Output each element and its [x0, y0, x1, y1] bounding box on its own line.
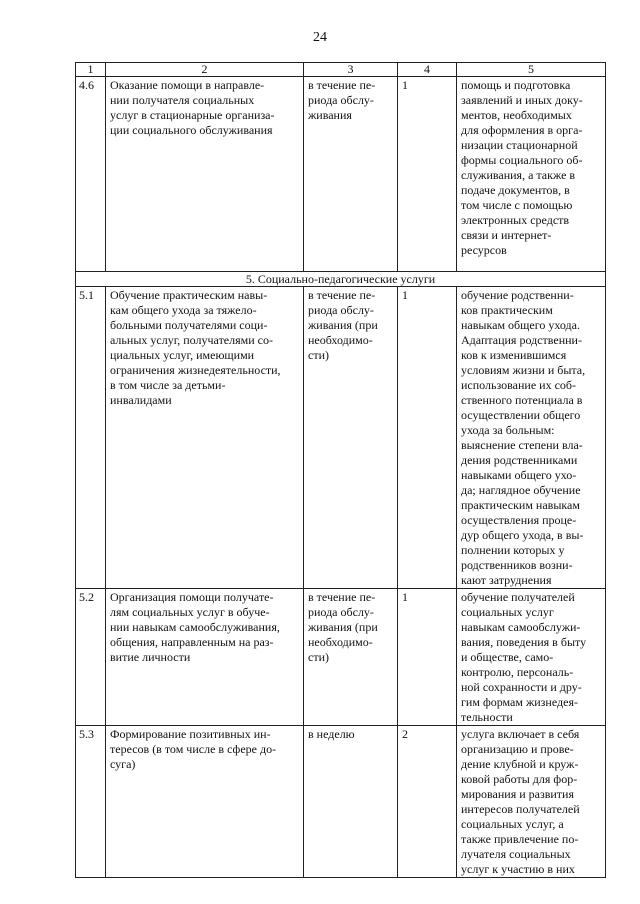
table-row [76, 589, 606, 726]
row-number: 5.2 [76, 589, 106, 726]
service-description: обучение получателей социальных услуг навыкам самообслужи- вания, поведения в быту и обществе, само- контролю, персональ- ной сохранности и дру- гим формам жизнедея- тельности [457, 589, 606, 726]
service-count: 2 [398, 726, 457, 878]
table-row [76, 77, 606, 272]
service-description: обучение родственни- ков практическим навыкам общего ухода. Адаптация родственни- ков к изменившимся условиям жизни и быта, использование их соб- ственного потенциала в осуществлении общего ухода за больным: выяснение степени вла- дения родственниками навыками общего ухо- да; наглядное обучение практическим навыкам осуществления проце- дур общего ухода, в вы- полнении которых у родственников возни- кают затруднения [457, 287, 606, 589]
service-count: 1 [398, 77, 457, 272]
column-number-5: 5 [457, 63, 606, 77]
service-period: в течение пе- риода обслу- живания [304, 77, 398, 272]
service-count: 1 [398, 287, 457, 589]
table-row [76, 726, 606, 878]
service-description: услуга включает в себя организацию и прове- дение клубной и круж- ковой работы для фор- мирования и развития интересов получателей социальных услуг, а также привлечение по- лучателя социальных услуг к участию в них [457, 726, 606, 878]
column-number-3: 3 [304, 63, 398, 77]
column-number-4: 4 [398, 63, 457, 77]
table-row [76, 287, 606, 589]
service-period: в течение пе- риода обслу- живания (при необходимо- сти) [304, 287, 398, 589]
service-period: в неделю [304, 726, 398, 878]
column-number-2: 2 [106, 63, 304, 77]
row-number: 4.6 [76, 77, 106, 272]
service-count: 1 [398, 589, 457, 726]
service-name: Формирование позитивных ин- тересов (в том числе в сфере до- суга) [106, 726, 304, 878]
row-number: 5.1 [76, 287, 106, 589]
column-number-1: 1 [76, 63, 106, 77]
column-number-row [76, 63, 606, 77]
service-description: помощь и подготовка заявлений и иных доку- ментов, необходимых для оформления в орга- низации стационарной формы социального об- служивания, а также в подаче документов, в том числе с помощью электронных средств связи и интернет- ресурсов [457, 77, 606, 272]
service-name: Обучение практическим навы- кам общего ухода за тяжело- больными получателями соци- альных услуг, получателями со- циальных услуг, имеющими ограничения жизнедеятельности, в том числе за детьми- инвалидами [106, 287, 304, 589]
section-title: 5. Социально-педагогические услуги [76, 272, 606, 287]
service-name: Оказание помощи в направле- нии получателя социальных услуг в стационарные организа- ции социального обслуживания [106, 77, 304, 272]
services-table [75, 62, 606, 878]
page-number: 24 [313, 30, 327, 45]
service-period: в течение пе- риода обслу- живания (при необходимо- сти) [304, 589, 398, 726]
section-row [76, 272, 606, 287]
service-name: Организация помощи получате- лям социальных услуг в обуче- нии навыкам самообслуживания, общения, направленным на раз- витие личности [106, 589, 304, 726]
row-number: 5.3 [76, 726, 106, 878]
